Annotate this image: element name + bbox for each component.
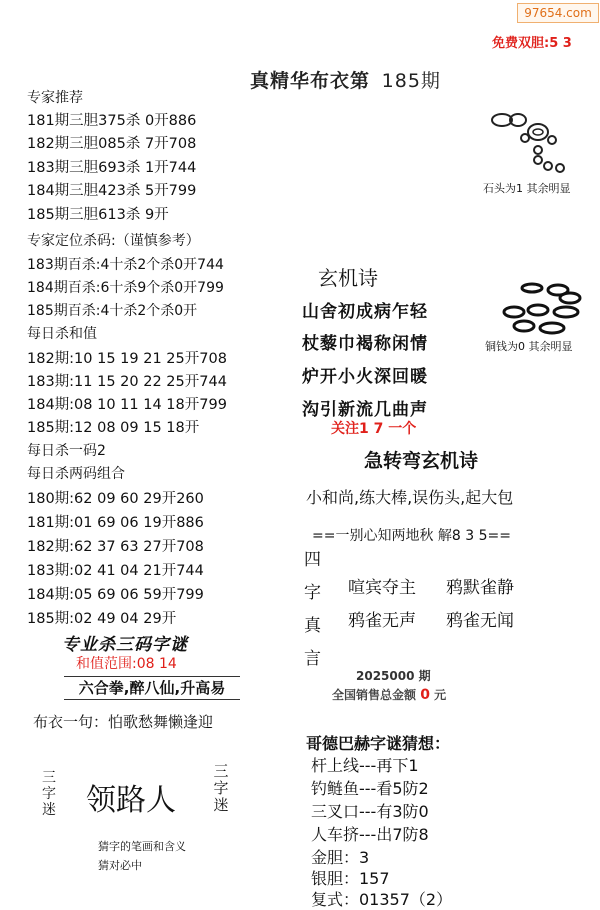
jizhuan-bar: ==一别心知两地秋 解8 3 5== — [312, 528, 511, 544]
goedel-line: 三叉口---有3防0 — [311, 802, 429, 821]
expert-heading: 专家推荐 — [27, 90, 83, 106]
daily-two-line: 182期:62 37 63 27开708 — [27, 539, 204, 555]
expert-line: 184期三胆423杀 5开799 — [27, 183, 197, 199]
position-kill-heading: 专家定位杀码:（谨慎参考） — [27, 233, 200, 249]
page-title — [250, 66, 441, 93]
xuanji-line: 杖藜巾褐称闲情 — [302, 334, 428, 354]
position-kill-line: 183期百杀:4十杀2个杀0开744 — [27, 257, 224, 273]
four-char-side: 四 — [304, 550, 321, 570]
site-badge[interactable]: 97654.com — [517, 3, 599, 23]
coin-caption: 铜钱为0 其余明显 — [485, 340, 573, 353]
four-char-item: 鸦雀无闻 — [446, 611, 514, 631]
xuanji-focus: 关注1 7 一个 — [331, 421, 417, 437]
position-kill-line: 184期百杀:6十杀9个杀0开799 — [27, 280, 224, 296]
four-char-side: 字 — [304, 583, 321, 603]
daily-two-line: 183期:02 41 04 21开744 — [27, 563, 204, 579]
jizhuan-title: 急转弯玄机诗 — [364, 450, 479, 472]
xuanji-line: 沟引新流几曲声 — [302, 400, 428, 420]
pro-title: 专业杀三码字谜 — [62, 635, 188, 655]
sum-range: 和值范围:08 14 — [76, 656, 177, 672]
stone-caption: 石头为1 其余明显 — [483, 182, 571, 195]
riddle-hint: 猜对必中 — [98, 859, 142, 872]
goedel-line: 金胆：3 — [311, 848, 370, 867]
daily-two-line: 184期:05 69 06 59开799 — [27, 587, 204, 603]
expert-line: 182期三胆085杀 7开708 — [27, 136, 197, 152]
daily-sum-line: 183期:11 15 20 22 25开744 — [27, 374, 227, 390]
position-kill-line: 185期百杀:4十杀2个杀0开 — [27, 303, 198, 319]
sales-unit: 元 — [434, 688, 447, 702]
riddle-right-tag: 三字迷 — [213, 762, 229, 814]
riddle-left-tag: 三字迷 — [42, 770, 56, 818]
four-char-item: 鸦雀无声 — [348, 611, 416, 631]
daily-two-line: 181期:01 69 06 19开886 — [27, 515, 204, 531]
goedel-line: 银胆：157 — [311, 869, 390, 888]
stone-picture — [490, 108, 570, 178]
four-char-side: 言 — [304, 649, 321, 669]
four-char-item: 喧宾夺主 — [348, 578, 416, 598]
free-pick: 免费双胆:5 3 — [492, 36, 572, 51]
expert-line: 183期三胆693杀 1开744 — [27, 160, 197, 176]
daily-sum-line: 185期:12 08 09 15 18开 — [27, 420, 200, 436]
daily-sum-heading: 每日杀和值 — [27, 326, 97, 342]
boxed-line: 六合拳,醉八仙,升高易 — [64, 676, 240, 700]
sales-amount: 0 — [420, 687, 430, 703]
riddle-main: 领路人 — [86, 783, 176, 818]
daily-sum-line: 184期:08 10 11 14 18开799 — [27, 397, 227, 413]
xuanji-line: 山舍初成病乍轻 — [302, 302, 428, 322]
riddle-hint: 猜字的笔画和含义 — [98, 840, 186, 853]
buyi-line: 布衣一句：怕歌愁舞懒逢迎 — [33, 713, 214, 731]
daily-sum-line: 182期:10 15 19 21 25开708 — [27, 351, 227, 367]
daily-two-line: 180期:62 09 60 29开260 — [27, 491, 204, 507]
four-char-item: 鸦默雀静 — [446, 578, 514, 598]
jizhuan-line: 小和尚,练大棒,误伤头,起大包 — [306, 488, 514, 507]
title-text: 真精华布衣第 — [250, 70, 371, 92]
goedel-line: 人车挤---出7防8 — [311, 825, 429, 844]
daily-one-kill: 每日杀一码2 — [27, 443, 106, 459]
daily-two-heading: 每日杀两码组合 — [27, 466, 125, 482]
xuanji-line: 炉开小火深回暖 — [302, 367, 428, 387]
goedel-title: 哥德巴赫字谜猜想： — [306, 734, 451, 753]
sales-issue: 2025000 期 — [356, 669, 431, 683]
daily-two-line: 185期:02 49 04 29开 — [27, 611, 177, 627]
coin-picture — [498, 278, 590, 340]
expert-line: 185期三胆613杀 9开 — [27, 207, 169, 223]
goedel-line: 复式：01357（2） — [311, 890, 453, 909]
goedel-line: 钓鲢鱼---看5防2 — [311, 779, 429, 798]
sales-total — [332, 686, 446, 703]
sales-label: 全国销售总金额 — [332, 688, 417, 702]
expert-line: 181期三胆375杀 0开886 — [27, 113, 197, 129]
four-char-side: 真 — [304, 616, 321, 636]
xuanji-title: 玄机诗 — [318, 266, 378, 290]
goedel-line: 杆上线---再下1 — [311, 756, 419, 775]
issue-number: 185期 — [381, 70, 441, 92]
